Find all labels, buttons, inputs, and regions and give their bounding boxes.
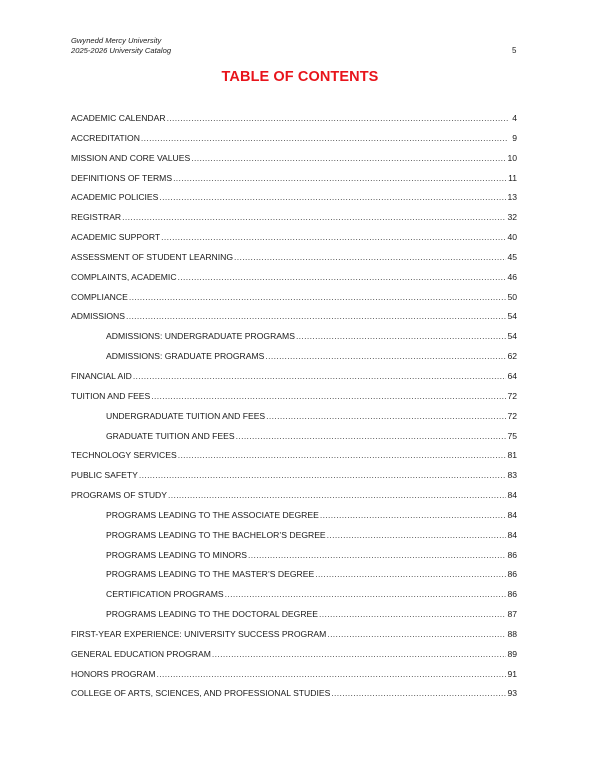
toc-entry-label: TECHNOLOGY SERVICES [71,450,177,461]
toc-entry-page: 62 [507,351,517,362]
toc-entry-page: 54 [507,311,517,322]
toc-entry-label: ADMISSIONS: GRADUATE PROGRAMS [106,351,265,362]
toc-entry-label: PROGRAMS LEADING TO THE MASTER’S DEGREE [106,569,315,580]
toc-entry[interactable] [71,589,529,609]
toc-entry[interactable] [71,252,529,272]
toc-leader-dots [248,550,506,560]
toc-entry-page: 81 [507,450,517,461]
toc-leader-dots [168,490,506,500]
toc-entry-page: 11 [508,172,517,183]
toc-entry[interactable] [71,669,529,689]
toc-entry[interactable] [71,311,529,331]
toc-entry-label: PUBLIC SAFETY [71,470,138,481]
toc-leader-dots [327,629,506,639]
toc-entry-label: ADMISSIONS [71,311,125,322]
toc-entry[interactable] [71,292,529,312]
toc-entry-page: 54 [507,331,517,342]
toc-entry[interactable] [71,411,529,431]
toc-entry[interactable] [71,272,529,292]
toc-leader-dots [173,173,507,183]
toc-entry-page: 86 [507,549,517,560]
toc-entry[interactable] [71,371,529,391]
toc-leader-dots [126,311,506,321]
toc-entry-page: 4 [512,113,517,123]
toc-leader-dots [234,252,506,262]
toc-entry-label: CERTIFICATION PROGRAMS [106,589,224,600]
toc-entry[interactable] [71,331,529,351]
toc-entry[interactable] [71,470,529,490]
toc-leader-dots [178,450,507,460]
toc-entry-label: PROGRAMS LEADING TO MINORS [106,549,248,560]
running-header [71,36,171,56]
toc-entry-page: 64 [507,370,517,381]
table-of-contents [71,113,529,708]
toc-entry-label: ACCREDITATION [71,132,140,143]
toc-leader-dots [331,688,506,698]
toc-entry-label: UNDERGRADUATE TUITION AND FEES [106,410,266,421]
toc-entry[interactable] [71,510,529,530]
toc-entry[interactable] [71,212,529,232]
toc-entry[interactable] [71,153,529,173]
toc-entry-page: 45 [507,251,517,262]
toc-entry-page: 9 [512,132,517,143]
toc-entry[interactable] [71,609,529,629]
toc-entry-label: COMPLAINTS, ACADEMIC [71,271,177,282]
toc-entry[interactable] [71,490,529,510]
toc-leader-dots [319,609,506,619]
toc-entry-page: 84 [507,490,517,501]
toc-leader-dots [167,113,508,123]
toc-entry-page: 72 [507,410,517,421]
toc-leader-dots [212,649,507,659]
toc-leader-dots [236,431,507,441]
toc-leader-dots [327,530,507,540]
toc-entry-page: 83 [507,470,517,481]
toc-entry-page: 87 [507,609,517,620]
header-catalog: 2025-2026 University Catalog [71,46,172,55]
toc-leader-dots [139,470,507,480]
toc-entry-page: 84 [507,509,517,520]
toc-entry-page: 32 [507,212,517,223]
toc-entry-label: TUITION AND FEES [71,390,151,401]
toc-entry-page: 75 [507,430,517,441]
toc-entry-page: 86 [507,569,517,580]
toc-entry-label: GENERAL EDUCATION PROGRAM [71,648,211,659]
toc-entry[interactable] [71,569,529,589]
toc-entry[interactable] [71,133,529,153]
toc-entry-label: ACADEMIC SUPPORT [71,232,161,243]
toc-leader-dots [296,331,507,341]
toc-entry-label: PROGRAMS LEADING TO THE ASSOCIATE DEGREE [106,509,319,520]
toc-entry-page: 84 [507,529,517,540]
toc-entry-label: COMPLIANCE [71,291,128,302]
toc-entry[interactable] [71,113,529,133]
toc-entry[interactable] [71,351,529,371]
toc-leader-dots [141,133,508,143]
toc-entry-label: PROGRAMS OF STUDY [71,490,167,501]
toc-entry[interactable] [71,173,529,193]
toc-entry-page: 91 [507,668,517,679]
toc-leader-dots [225,589,507,599]
toc-leader-dots [265,351,506,361]
toc-entry[interactable] [71,391,529,411]
toc-entry-page: 40 [507,232,517,243]
toc-entry[interactable] [71,450,529,470]
toc-entry-label: ASSESSMENT OF STUDENT LEARNING [71,251,234,262]
page-number: 5 [512,46,517,55]
toc-entry-page: 10 [507,152,517,163]
toc-leader-dots [320,510,507,520]
toc-entry-label: HONORS PROGRAM [71,668,156,679]
header-institution: Gwynedd Mercy University [71,36,162,45]
toc-entry-page: 50 [507,291,517,302]
toc-leader-dots [161,232,506,242]
toc-entry-page: 46 [507,271,517,282]
toc-entry-page: 86 [507,589,517,600]
toc-entry-page: 72 [507,390,517,401]
toc-leader-dots [151,391,506,401]
toc-entry-label: REGISTRAR [71,212,122,223]
toc-leader-dots [129,292,507,302]
toc-entry-page: 89 [507,648,517,659]
toc-entry[interactable] [71,629,529,649]
toc-leader-dots [266,411,506,421]
toc-leader-dots [159,192,506,202]
toc-entry-page: 13 [507,192,517,203]
page-title: TABLE OF CONTENTS [221,69,379,85]
toc-entry-label: ACADEMIC POLICIES [71,192,159,203]
toc-entry-label: PROGRAMS LEADING TO THE DOCTORAL DEGREE [106,609,319,620]
toc-leader-dots [178,272,507,282]
toc-entry-label: ADMISSIONS: UNDERGRADUATE PROGRAMS [106,331,295,342]
toc-entry[interactable] [71,232,529,252]
toc-entry-label: ACADEMIC CALENDAR [71,113,166,123]
toc-entry[interactable] [71,192,529,212]
toc-entry[interactable] [71,649,529,669]
toc-entry-label: FINANCIAL AID [71,370,132,381]
toc-leader-dots [191,153,506,163]
toc-entry-label: DEFINITIONS OF TERMS [71,172,173,183]
toc-entry-page: 88 [507,628,517,639]
toc-entry-label: GRADUATE TUITION AND FEES [106,430,235,441]
toc-entry-page: 93 [507,688,517,699]
toc-entry[interactable] [71,431,529,451]
toc-leader-dots [122,212,506,222]
toc-leader-dots [315,569,506,579]
toc-entry[interactable] [71,530,529,550]
toc-entry-label: COLLEGE OF ARTS, SCIENCES, AND PROFESSIONAL STUDIES [71,688,331,699]
toc-entry[interactable] [71,688,529,708]
toc-leader-dots [133,371,507,381]
toc-entry-label: PROGRAMS LEADING TO THE BACHELOR’S DEGREE [106,529,326,540]
toc-entry-label: FIRST-YEAR EXPERIENCE: UNIVERSITY SUCCESS PROGRAM [71,628,327,639]
toc-entry[interactable] [71,550,529,570]
toc-entry-label: MISSION AND CORE VALUES [71,152,191,163]
toc-leader-dots [157,669,507,679]
